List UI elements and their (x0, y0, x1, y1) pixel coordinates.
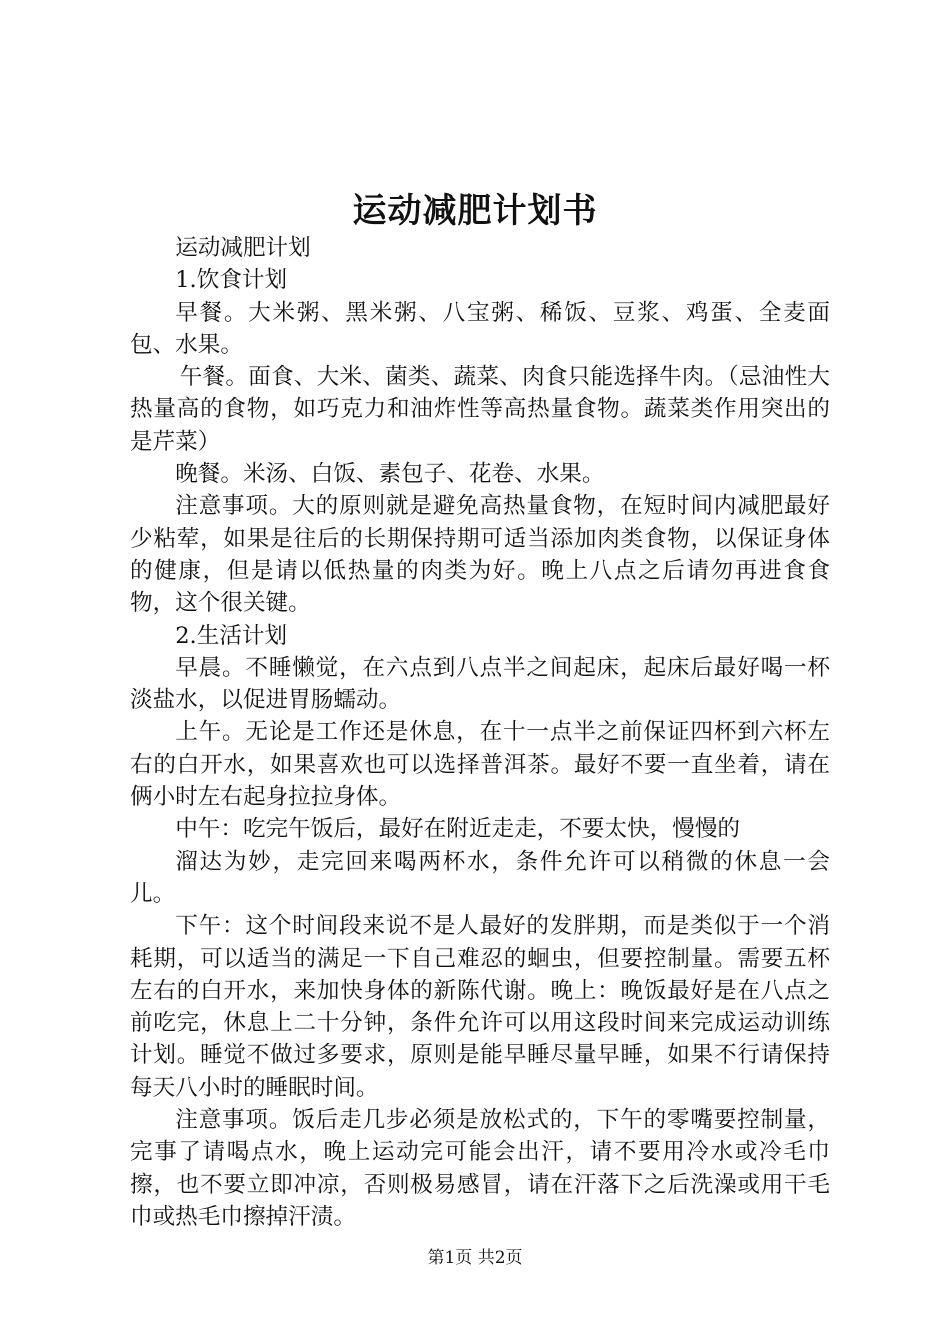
section-heading-diet: 1.饮食计划 (175, 267, 288, 294)
document-title: 运动减肥计划书 (352, 191, 598, 231)
paragraph-noon-cont: 溜达为妙，走完回来喝两杯水，条件允许可以稍微的休息一会儿。 (130, 848, 830, 907)
paragraph-lunch: 午餐。面食、大米、菌类、蔬菜、肉食只能选择牛肉。（忌油性大热量高的食物，如巧克力和油炸性等高热量食物。蔬菜类作用突出的是芹菜） (130, 364, 830, 455)
paragraph-afternoon: 下午：这个时间段来说不是人最好的发胖期，而是类似于一个消耗期，可以适当的满足一下自己难忍的蛔虫，但要控制量。需要五杯左右的白开水，来加快身体的新陈代谢。晚上：晚饭最好是在八点之前吃完，休息上二十分钟，条件允许可以用这段时间来完成运动训练计划。睡觉不做过多要求，原则是能早睡尽量早睡，如果不行请保持每天八小时的睡眠时间。 (130, 913, 830, 1101)
paragraph-noon: 中午：吃完午饭后，最好在附近走走，不要太快，慢慢的 (175, 816, 741, 843)
paragraph-life-notes: 注意事项。饭后走几步必须是放松式的，下午的零嘴要控制量，完事了请喝点水，晚上运动完可能会出汗，请不要用冷水或冷毛巾擦，也不要立即冲凉，否则极易感冒，请在汗落下之后洗澡或用干毛巾或热毛巾擦掉汗渍。 (130, 1107, 830, 1230)
paragraph-heading: 运动减肥计划 (175, 235, 311, 261)
document-body (130, 232, 830, 1233)
paragraph-morning: 早晨。不睡懒觉，在六点到八点半之间起床，起床后最好喝一杯淡盐水，以促进胃肠蠕动。 (130, 654, 830, 714)
paragraph-forenoon: 上午。无论是工作还是休息，在十一点半之前保证四杯到六杯左右的白开水，如果喜欢也可以选择普洱茶。最好不要一直坐着，请在俩小时左右起身拉拉身体。 (130, 719, 830, 811)
paragraph-breakfast: 早餐。大米粥、黑米粥、八宝粥、稀饭、豆浆、鸡蛋、全麦面包、水果。 (130, 299, 830, 358)
paragraph-diet-notes: 注意事项。大的原则就是避免高热量食物，在短时间内减肥最好少粘荤，如果是往后的长期保持期可适当添加肉类食物，以保证身体的健康，但是请以低热量的肉类为好。晚上八点之后请勿再进食食物，这个很关键。 (130, 493, 830, 617)
page-number: 第1页 共2页 (427, 1248, 523, 1268)
paragraph-dinner: 晚餐。米汤、白饭、素包子、花卷、水果。 (175, 461, 605, 488)
section-heading-life: 2.生活计划 (175, 622, 288, 649)
